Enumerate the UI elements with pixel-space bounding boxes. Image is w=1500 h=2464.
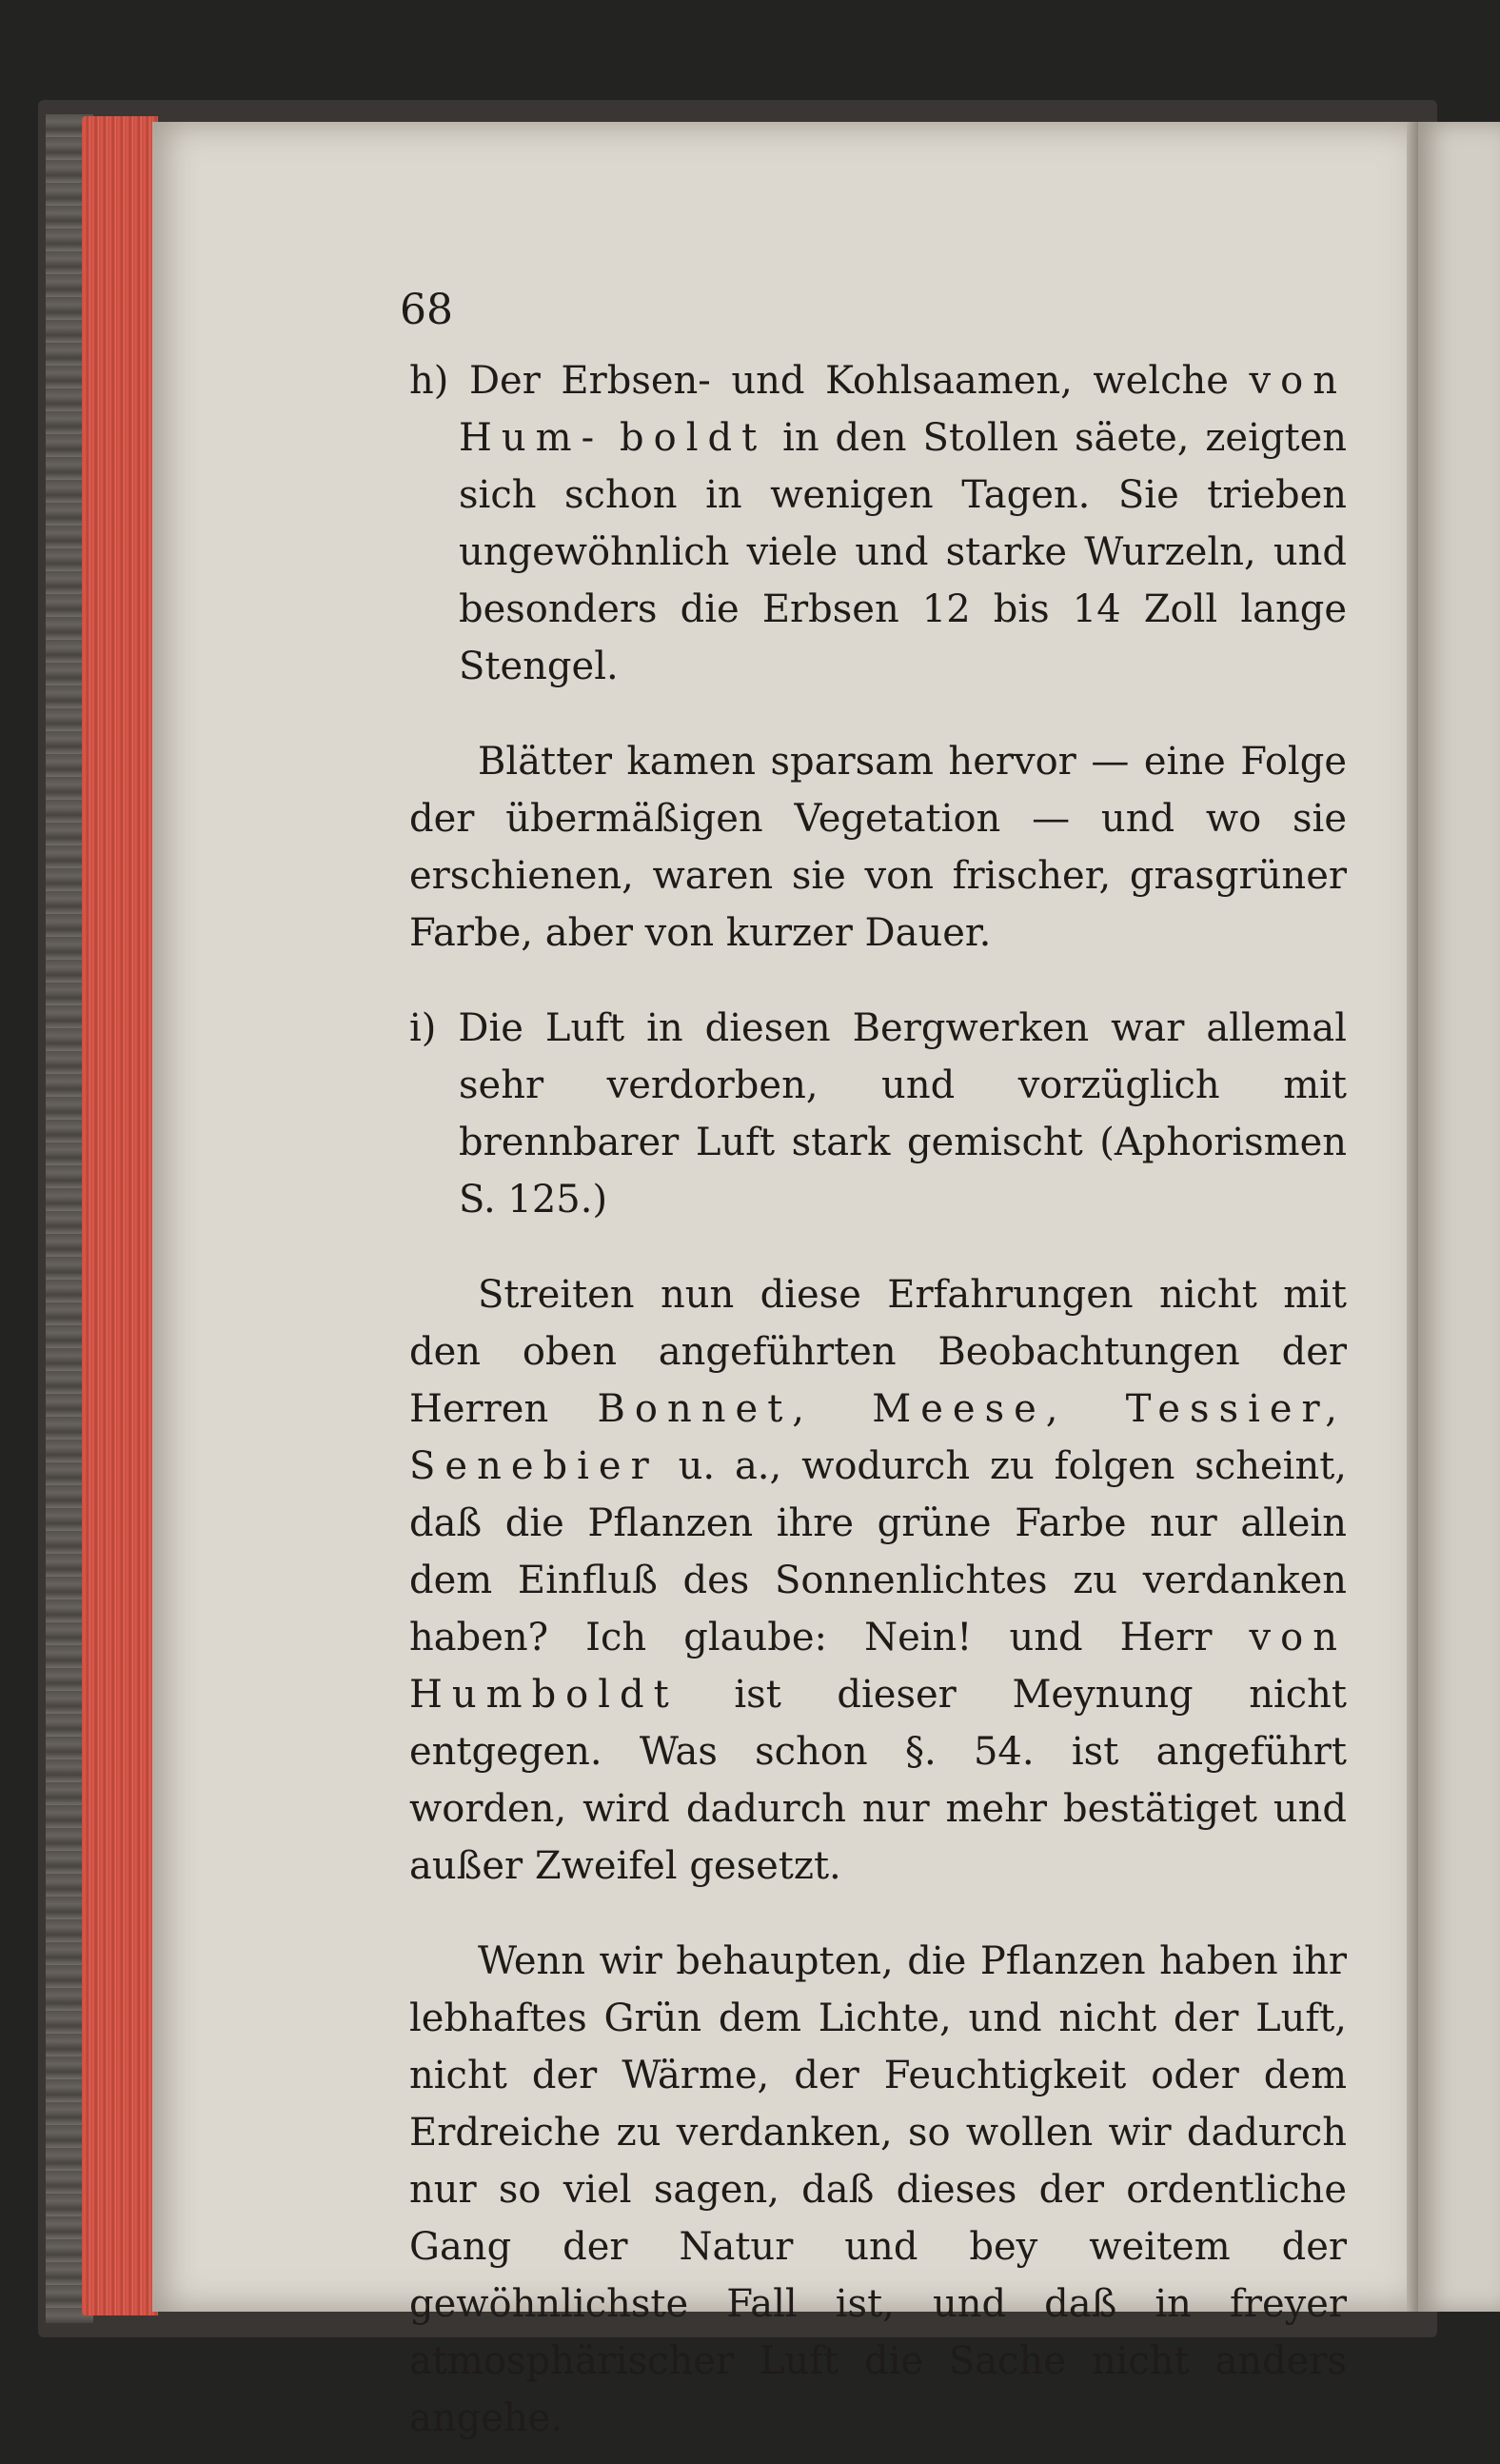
text-run	[603, 416, 620, 460]
paragraph-gap	[409, 962, 1347, 1000]
facing-page-edge	[1418, 122, 1500, 2312]
page-number: 68	[400, 286, 453, 334]
paragraph-wenn	[409, 1933, 1347, 2447]
spaced-name: von Humboldt	[409, 1616, 1347, 1717]
text-run: Wenn wir behaupten, die Pflanzen haben ihr lebhaftes Grün dem Lichte, und nicht der Luft, nicht der Wärme, der Feuchtigkeit oder dem Erdreiche zu verdanken, so wollen wir dadurch nur so viel sagen, daß dieses der ordentliche Gang der Natur und bey weitem der gewöhnlichste Fall ist, und daß in freyer atmosphärischer Luft die Sache nicht anders angehe.	[409, 1939, 1347, 2440]
paragraph-h	[409, 352, 1347, 695]
paragraph-i	[409, 1000, 1347, 1228]
text-run: Streiten nun diese Erfahrungen nicht mit den oben angeführten Beobachtungen der Herren	[409, 1273, 1347, 1431]
page-text	[409, 352, 1347, 2447]
spaced-name: von Hum-	[459, 359, 1347, 460]
paragraph-gap	[409, 1895, 1347, 1933]
text-run: ist dieser Meynung nicht entgegen. Was schon §. 54. ist angeführt worden, wird dadurch nur mehr bestätiget und außer Zweifel gesetzt.	[409, 1673, 1347, 1888]
text-run: h) Der Erbsen- und Kohlsaamen, welche	[409, 359, 1250, 403]
spaced-name: Bonnet, Meese, Tessier, Senebier	[409, 1387, 1347, 1488]
paragraph-blaetter	[409, 733, 1347, 962]
paragraph-gap	[409, 1228, 1347, 1266]
text-run: u. a., wodurch zu folgen scheint, daß die Pflanzen ihre grüne Farbe nur allein dem Einfluß des Sonnenlichtes zu verdanken haben? Ich glaube: Nein! und Herr	[409, 1444, 1347, 1659]
text-run: in den Stollen säete, zeigten sich schon in wenigen Tagen. Sie trieben ungewöhnlich viele und starke Wurzeln, und besonders die Erbsen 12 bis 14 Zoll lange Stengel.	[459, 416, 1348, 688]
spaced-name: boldt	[620, 416, 767, 460]
page-edges-red	[82, 116, 158, 2315]
text-run: i) Die Luft in diesen Bergwerken war allemal sehr verdorben, und vorzüglich mit brennbarer Luft stark gemischt (Aphorismen S. 125.)	[409, 1006, 1347, 1222]
paragraph-streiten	[409, 1266, 1347, 1895]
paragraph-gap	[409, 695, 1347, 733]
text-run: Blätter kamen sparsam hervor — eine Folge der übermäßigen Vegetation — und wo sie erschienen, waren sie von frischer, grasgrüner Farbe, aber von kurzer Dauer.	[409, 740, 1347, 955]
